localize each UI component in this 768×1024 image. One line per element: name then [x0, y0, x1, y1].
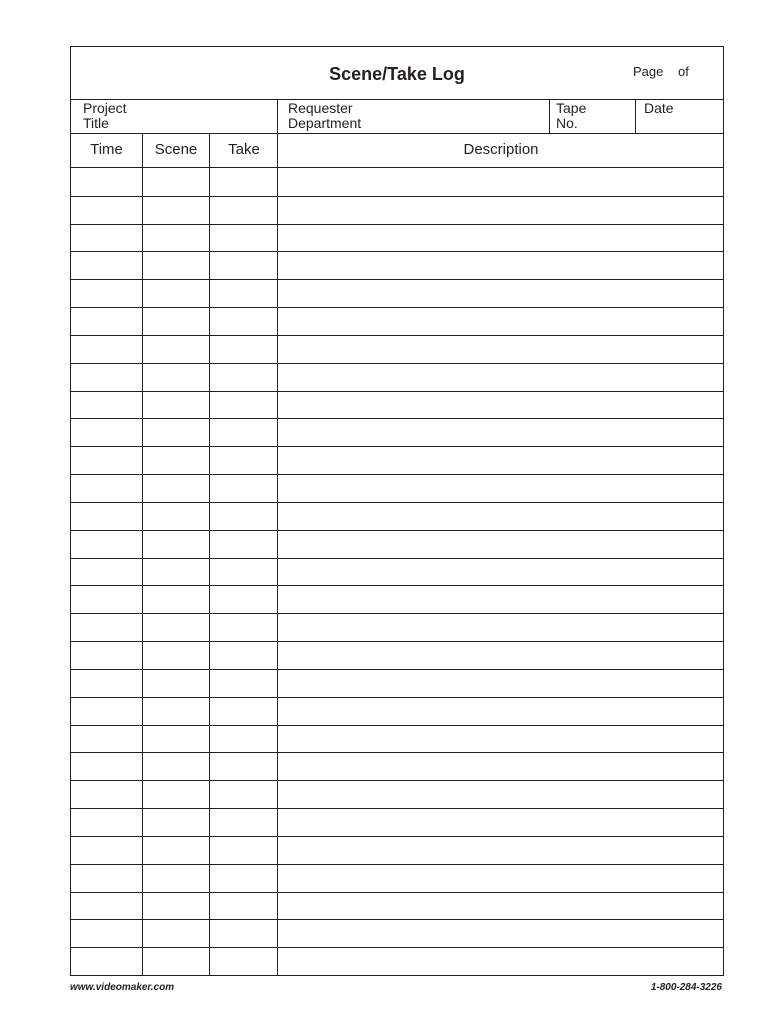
table-row-line — [71, 947, 723, 948]
info-row — [71, 100, 723, 134]
table-row-line — [71, 669, 723, 670]
column-header-take: Take — [228, 141, 260, 158]
page-label: Page — [633, 64, 664, 79]
table-row-line — [71, 697, 723, 698]
table-row-line — [71, 780, 723, 781]
table-row-line — [71, 502, 723, 503]
date-label: Date — [644, 100, 674, 116]
column-header-time: Time — [90, 141, 123, 158]
table-row-line — [71, 418, 723, 419]
table-row-line — [71, 196, 723, 197]
table-row-line — [71, 808, 723, 809]
table-row-line — [71, 363, 723, 364]
column-header-scene: Scene — [154, 141, 198, 158]
column-divider — [277, 134, 278, 975]
table-row-line — [71, 752, 723, 753]
column-divider — [209, 134, 210, 975]
table-row-line — [71, 474, 723, 475]
no-label: No. — [556, 115, 578, 131]
date-field[interactable] — [635, 100, 724, 133]
table-row-line — [71, 585, 723, 586]
column-header-row — [71, 134, 723, 168]
form-title: Scene/Take Log — [329, 64, 465, 84]
table-row-line — [71, 446, 723, 447]
requester-department-field[interactable] — [277, 100, 549, 133]
table-row-line — [71, 279, 723, 280]
table-row-line — [71, 641, 723, 642]
tape-number-field[interactable] — [549, 100, 635, 133]
scene-take-log-form — [70, 46, 724, 976]
table-row-line — [71, 224, 723, 225]
of-label: of — [678, 64, 689, 79]
table-row-line — [71, 530, 723, 531]
table-row-line — [71, 864, 723, 865]
project-title-field[interactable] — [71, 100, 277, 133]
table-row-line — [71, 391, 723, 392]
footer-website: www.videomaker.com — [70, 982, 175, 993]
table-row-line — [71, 919, 723, 920]
column-divider — [142, 134, 143, 975]
footer-phone-number: 1-800-284-3226 — [650, 982, 722, 993]
table-row-line — [71, 251, 723, 252]
table-row-line — [71, 558, 723, 559]
table-row-line — [71, 307, 723, 308]
title-label: Title — [83, 115, 109, 131]
table-row-line — [71, 613, 723, 614]
tape-label: Tape — [556, 100, 587, 116]
table-row-line — [71, 725, 723, 726]
department-label: Department — [288, 115, 362, 131]
table-row-line — [71, 335, 723, 336]
requester-label: Requester — [288, 100, 353, 116]
table-row-line — [71, 892, 723, 893]
column-header-description: Description — [463, 141, 539, 158]
project-label: Project — [83, 100, 127, 116]
table-row-line — [71, 836, 723, 837]
title-row — [71, 47, 723, 100]
